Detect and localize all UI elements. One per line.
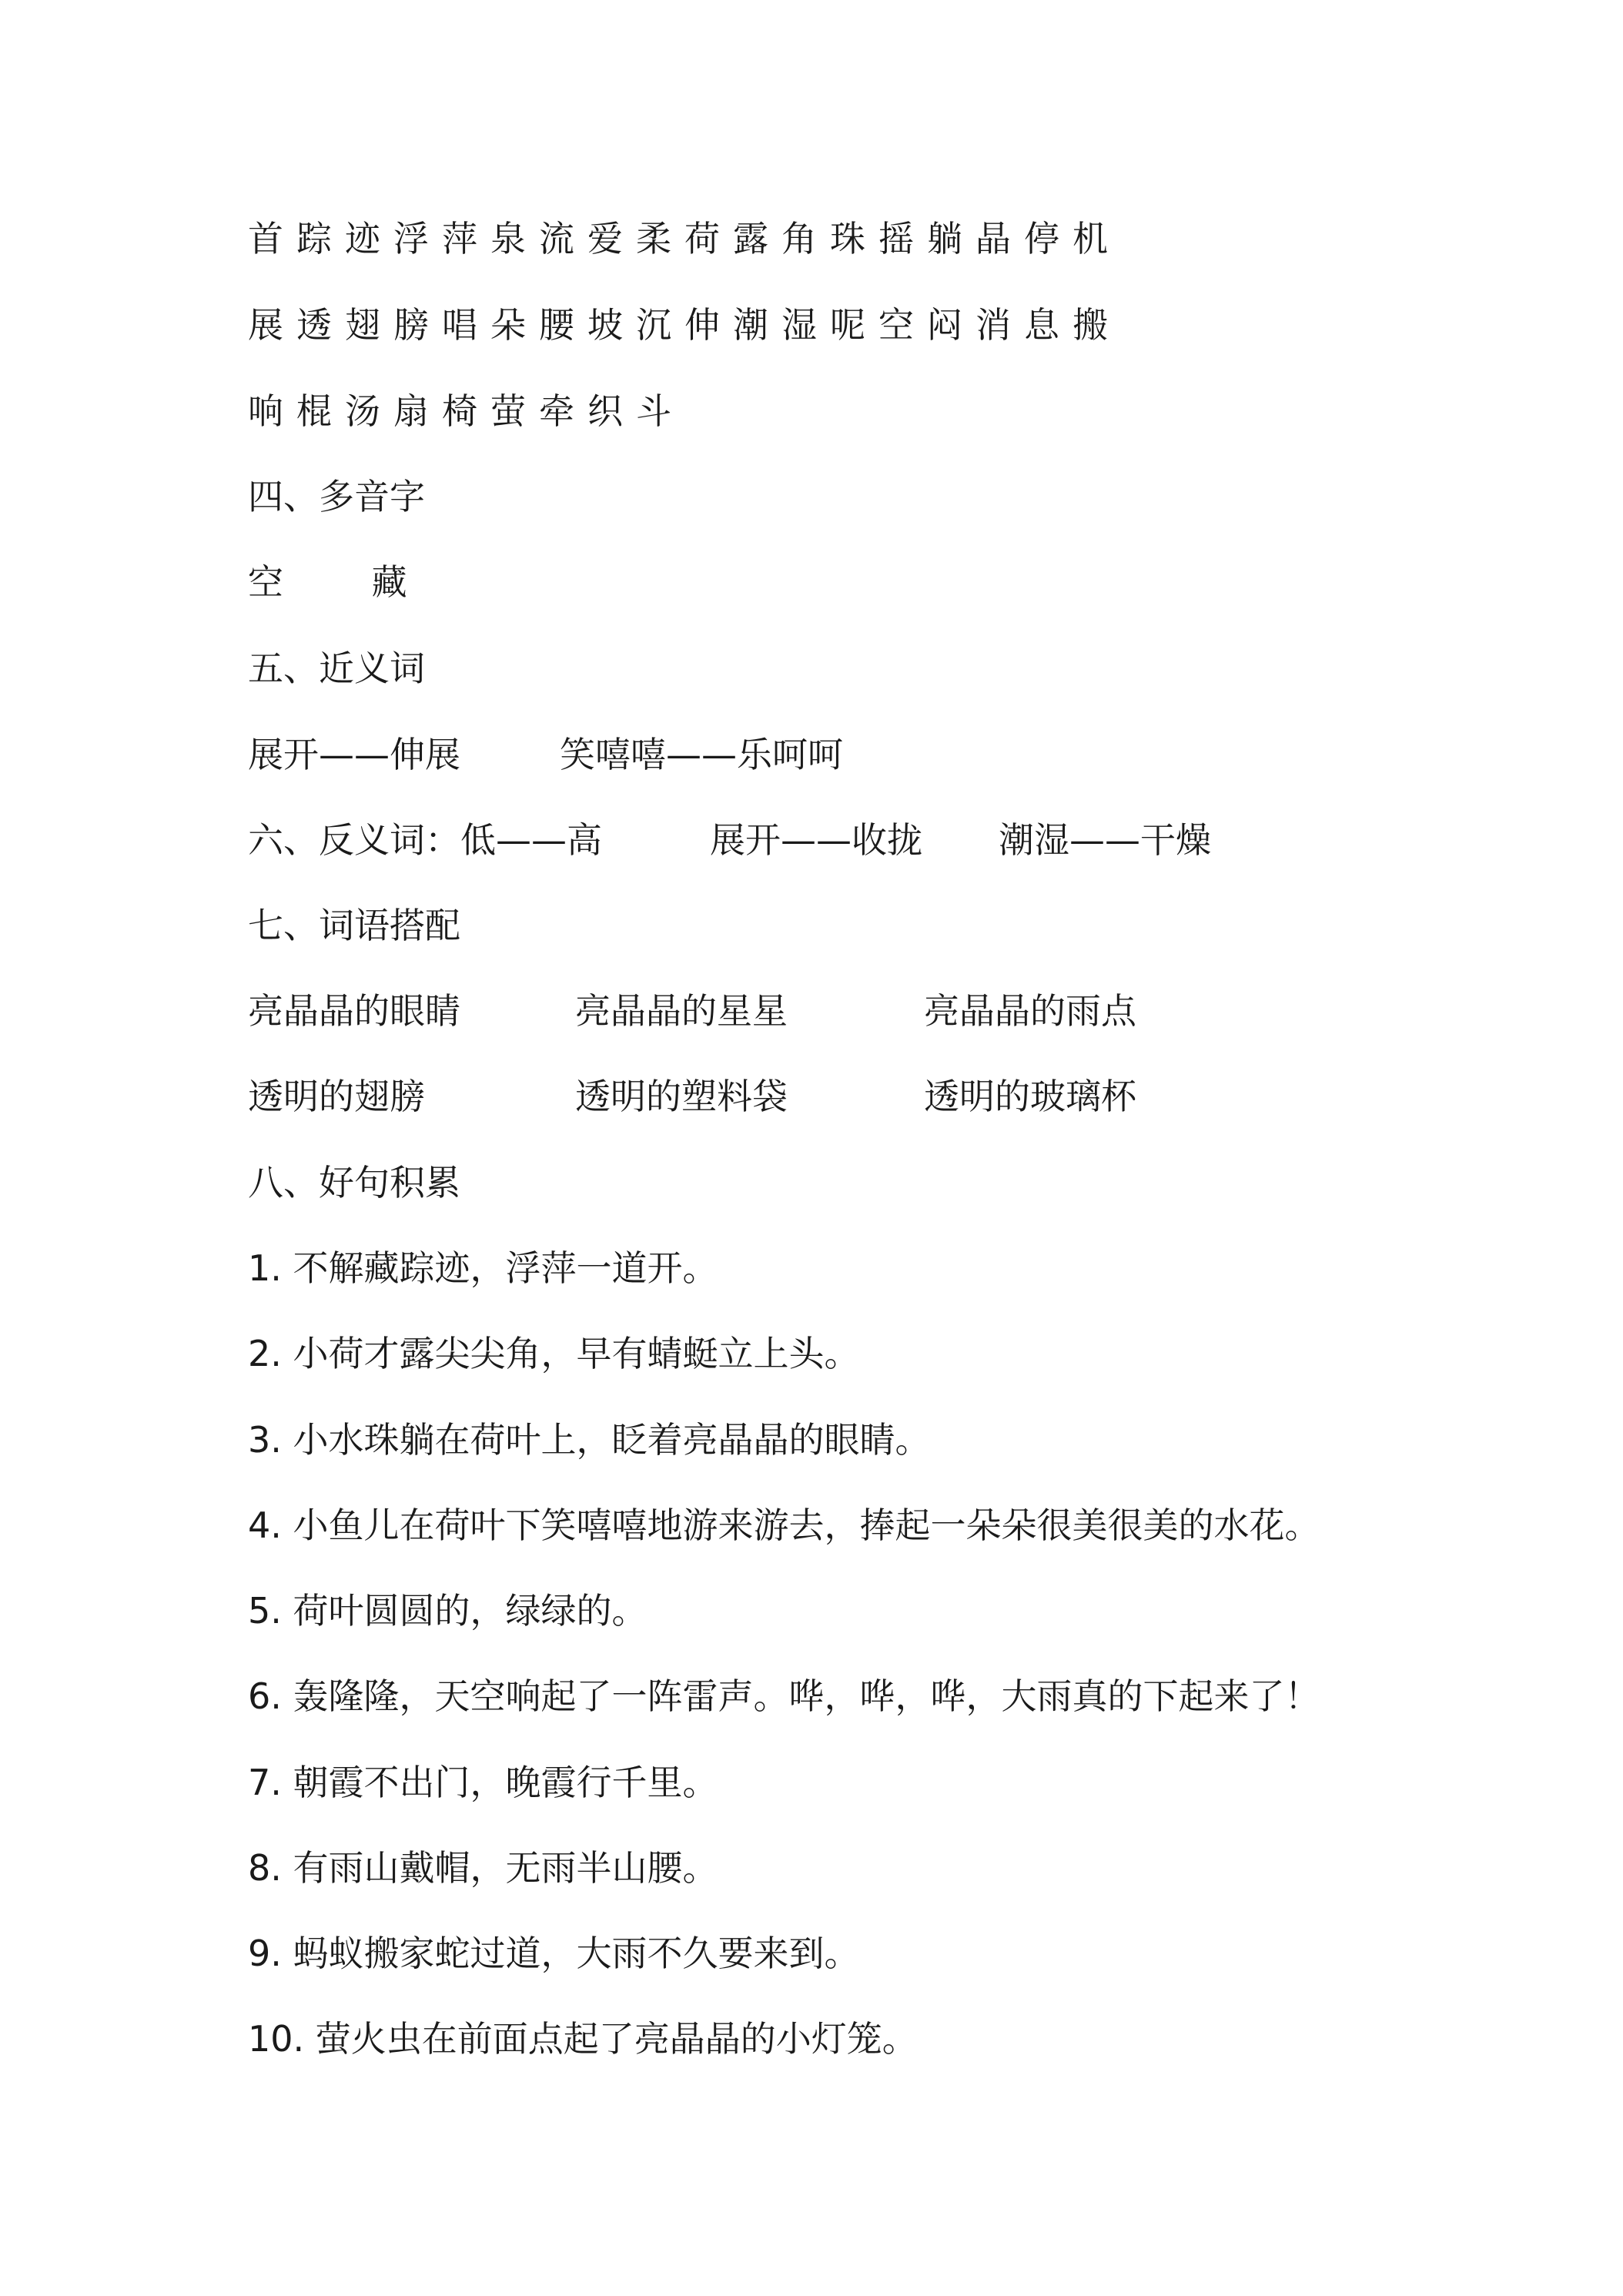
collocation-row-1	[248, 988, 1136, 1034]
polyphone-char: 藏	[371, 561, 407, 603]
sentence-number: 2.	[248, 1333, 282, 1374]
collocation-heading: 七、词语搭配	[248, 905, 460, 946]
synonym-pair: 展开——伸展	[248, 734, 460, 775]
sentence-text: 小鱼儿在荷叶下笑嘻嘻地游来游去，捧起一朵朵很美很美的水花。	[293, 1504, 1320, 1546]
sentence-text: 小水珠躺在荷叶上，眨着亮晶晶的眼睛。	[293, 1419, 931, 1461]
sentence-item	[248, 1845, 718, 1891]
sentence-text: 萤火虫在前面点起了亮晶晶的小灯笼。	[315, 2018, 918, 2060]
sentences-heading: 八、好句积累	[248, 1162, 460, 1203]
sentence-number: 9.	[248, 1933, 282, 1974]
sentence-text: 荷叶圆圆的，绿绿的。	[293, 1590, 648, 1632]
sentence-number: 5.	[248, 1590, 282, 1632]
antonym-pair: 低——高	[460, 819, 602, 861]
synonym-pair: 笑嘻嘻——乐呵呵	[560, 734, 843, 775]
sentence-number: 7.	[248, 1762, 282, 1803]
sentence-item	[248, 1502, 1320, 1548]
sentence-number: 4.	[248, 1504, 282, 1546]
sentence-item	[248, 1673, 1320, 1719]
polyphone-char: 空	[248, 561, 283, 603]
collocation-item: 透明的翅膀	[248, 1076, 425, 1117]
polyphone-heading: 四、多音字	[248, 476, 425, 517]
sentence-text: 不解藏踪迹，浮萍一道开。	[293, 1247, 718, 1289]
sentence-number: 1.	[248, 1247, 282, 1289]
sentence-item	[248, 2016, 918, 2062]
sentence-text: 有雨山戴帽，无雨半山腰。	[293, 1847, 718, 1889]
synonyms-row	[248, 731, 843, 778]
antonym-pair: 展开——收拢	[710, 819, 922, 861]
polyphone-row	[248, 559, 407, 605]
char-row-3: 响棍汤扇椅萤牵织斗	[248, 390, 684, 432]
collocation-item: 透明的塑料袋	[575, 1076, 788, 1117]
sentence-text: 蚂蚁搬家蛇过道，大雨不久要来到。	[293, 1933, 860, 1974]
collocation-row-2	[248, 1073, 1136, 1120]
sentence-item	[248, 1330, 860, 1377]
sentence-text: 小荷才露尖尖角，早有蜻蜓立上头。	[293, 1333, 860, 1374]
synonyms-heading: 五、近义词	[248, 648, 425, 689]
sentence-item	[248, 1588, 648, 1634]
sentence-number: 3.	[248, 1419, 282, 1461]
collocation-item: 亮晶晶的眼睛	[248, 990, 460, 1032]
sentence-item	[248, 1759, 718, 1806]
sentence-number: 8.	[248, 1847, 282, 1889]
antonyms-heading: 六、反义词：	[248, 819, 460, 861]
sentence-item	[248, 1930, 860, 1976]
char-row-1: 首踪迹浮萍泉流爱柔荷露角珠摇躺晶停机	[248, 218, 1121, 259]
collocation-item: 透明的玻璃杯	[924, 1076, 1136, 1117]
antonym-pair: 潮湿——干燥	[999, 819, 1211, 861]
sentence-text: 轰隆隆，天空响起了一阵雷声。哗，哗，哗，大雨真的下起来了！	[293, 1675, 1320, 1717]
sentence-text: 朝霞不出门，晚霞行千里。	[293, 1762, 718, 1803]
collocation-item: 亮晶晶的雨点	[924, 990, 1136, 1032]
sentence-item	[248, 1245, 718, 1291]
sentence-item	[248, 1417, 931, 1463]
collocation-item: 亮晶晶的星星	[575, 990, 788, 1032]
sentence-number: 10.	[248, 2018, 305, 2060]
char-row-2: 展透翅膀唱朵腰坡沉伸潮湿呢空闷消息搬	[248, 304, 1121, 346]
sentence-number: 6.	[248, 1675, 282, 1717]
antonyms-row	[248, 817, 1211, 863]
